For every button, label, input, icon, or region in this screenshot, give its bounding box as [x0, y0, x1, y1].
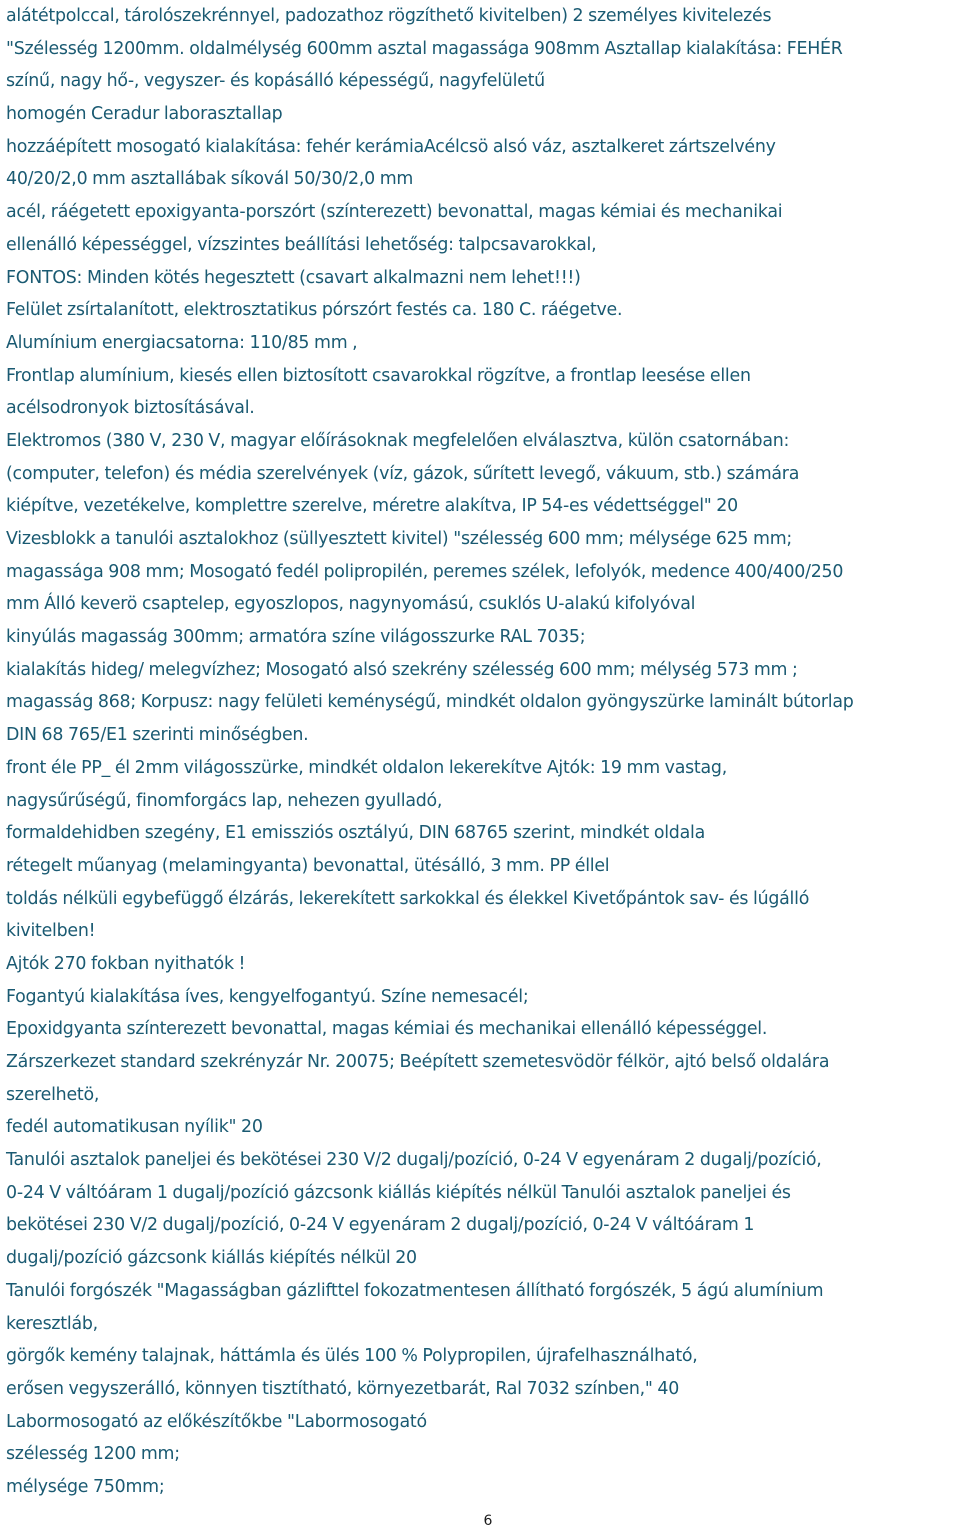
text-line: görgők kemény talajnak, háttámla és ülés 100 % Polypropilen, újrafelhasználható, — [6, 1346, 698, 1367]
text-line: magassága 908 mm; Mosogató fedél polipropilén, peremes szélek, lefolyók, medence 400/400/250 — [6, 561, 844, 582]
text-line: kivitelben! — [6, 921, 96, 942]
text-line: keresztláb, — [6, 1313, 98, 1334]
text-line: mélysége 750mm; — [6, 1476, 165, 1497]
text-line: acélsodronyok biztosításával. — [6, 398, 255, 419]
text-line: kinyúlás magasság 300mm; armatóra színe világosszurke RAL 7035; — [6, 627, 586, 648]
text-line: Felület zsírtalanított, elektrosztatikus pórszórt festés ca. 180 C. ráégetve. — [6, 300, 623, 321]
text-line: kiépítve, vezetékelve, komplettre szerelve, méretre alakítva, IP 54-es védettséggel" 20 — [6, 496, 738, 517]
text-line: "Szélesség 1200mm. oldalmélység 600mm asztal magassága 908mm Asztallap kialakítása: FEHÉR — [6, 38, 843, 59]
text-line: színű, nagy hő-, vegyszer- és kopásálló képességű, nagyfelületű — [6, 71, 545, 92]
text-line: 0-24 V váltóáram 1 dugalj/pozíció gázcsonk kiállás kiépítés nélkül Tanulói asztalok paneljei és — [6, 1182, 791, 1203]
text-line: Tanulói asztalok paneljei és bekötései 230 V/2 dugalj/pozíció, 0-24 V egyenáram 2 dugalj/pozíció, — [6, 1150, 822, 1171]
text-line: Zárszerkezet standard szekrényzár Nr. 20075; Beépített szemetesvödör félkör, ajtó belső oldalára — [6, 1052, 830, 1072]
text-line: 40/20/2,0 mm asztallábak síkovál 50/30/2,0 mm — [6, 169, 414, 190]
text-line: rétegelt műanyag (melamingyanta) bevonattal, ütésálló, 3 mm. PP éllel — [6, 855, 610, 876]
text-line: nagysűrűségű, finomforgács lap, nehezen gyulladó, — [6, 790, 443, 811]
text-line: Alumínium energiacsatorna: 110/85 mm , — [6, 332, 358, 353]
text-line: Elektromos (380 V, 230 V, magyar előírásoknak megfelelően elválasztva, külön csatornában: — [6, 430, 790, 451]
text-line: hozzáépített mosogató kialakítása: fehér kerámiaAcélcsö alsó váz, asztalkeret zártszelvény — [6, 136, 776, 157]
text-line: front éle PP_ él 2mm világosszürke, mindkét oldalon lekerekítve Ajtók: 19 mm vastag, — [6, 757, 727, 778]
text-line: dugalj/pozíció gázcsonk kiállás kiépítés nélkül 20 — [6, 1248, 417, 1269]
text-line: toldás nélküli egybefüggő élzárás, lekerekített sarkokkal és élekkel Kivetőpántok sav- és lúgálló — [6, 888, 810, 909]
text-line: DIN 68 765/E1 szerinti minőségben. — [6, 725, 309, 746]
text-line: szerelhetö, — [6, 1084, 100, 1105]
document-body — [6, 0, 960, 1504]
text-line: Labormosogató az előkészítőkbe "Labormosogató — [6, 1411, 427, 1432]
text-line: fedél automatikusan nyílik" 20 — [6, 1117, 263, 1138]
page-number: 6 — [483, 1513, 493, 1529]
text-line: (computer, telefon) és média szerelvények (víz, gázok, sűrített levegő, vákuum, stb.) számára — [6, 463, 800, 484]
text-line: FONTOS: Minden kötés hegesztett (csavart alkalmazni nem lehet!!!) — [6, 267, 581, 288]
text-line: kialakítás hideg/ melegvízhez; Mosogató alsó szekrény szélesség 600 mm; mélység 573 mm ; — [6, 659, 798, 680]
text-line: magasság 868; Korpusz: nagy felületi keménységű, mindkét oldalon gyöngyszürke laminált bútorlap — [6, 692, 854, 713]
text-line: Vizesblokk a tanulói asztalokhoz (süllyesztett kivitel) "szélesség 600 mm; mélysége 625 mm; — [6, 529, 793, 549]
text-line: bekötései 230 V/2 dugalj/pozíció, 0-24 V egyenáram 2 dugalj/pozíció, 0-24 V váltóáram 1 — [6, 1215, 755, 1236]
text-line: acél, ráégetett epoxigyanta-porszórt (színterezett) bevonattal, magas kémiai és mechanikai — [6, 202, 783, 223]
text-line: Ajtók 270 fokban nyithatók ! — [6, 953, 246, 974]
text-line: Fogantyú kialakítása íves, kengyelfogantyú. Színe nemesacél; — [6, 986, 529, 1007]
text-line: ellenálló képességgel, vízszintes beállítási lehetőség: talpcsavarokkal, — [6, 234, 597, 255]
text-line: mm Álló keverö csaptelep, egyoszlopos, nagynyomású, csuklós U-alakú kifolyóval — [6, 594, 696, 615]
text-line: erősen vegyszerálló, könnyen tisztítható, környezetbarát, Ral 7032 színben," 40 — [6, 1378, 680, 1399]
text-line: alátétpolccal, tárolószekrénnyel, padozathoz rögzíthető kivitelben) 2 személyes kivitelezés — [6, 6, 772, 26]
text-line: homogén Ceradur laborasztallap — [6, 104, 283, 125]
text-line: Frontlap alumínium, kiesés ellen biztosított csavarokkal rögzítve, a frontlap leesése ellen — [6, 365, 751, 386]
text-line: Epoxidgyanta színterezett bevonattal, magas kémiai és mechanikai ellenálló képességgel. — [6, 1019, 768, 1040]
text-line: Tanulói forgószék "Magasságban gázlifttel fokozatmentesen állítható forgószék, 5 ágú alumínium — [6, 1280, 824, 1301]
text-line: formaldehidben szegény, E1 emissziós osztályú, DIN 68765 szerint, mindkét oldala — [6, 823, 705, 844]
text-line: szélesség 1200 mm; — [6, 1444, 180, 1465]
